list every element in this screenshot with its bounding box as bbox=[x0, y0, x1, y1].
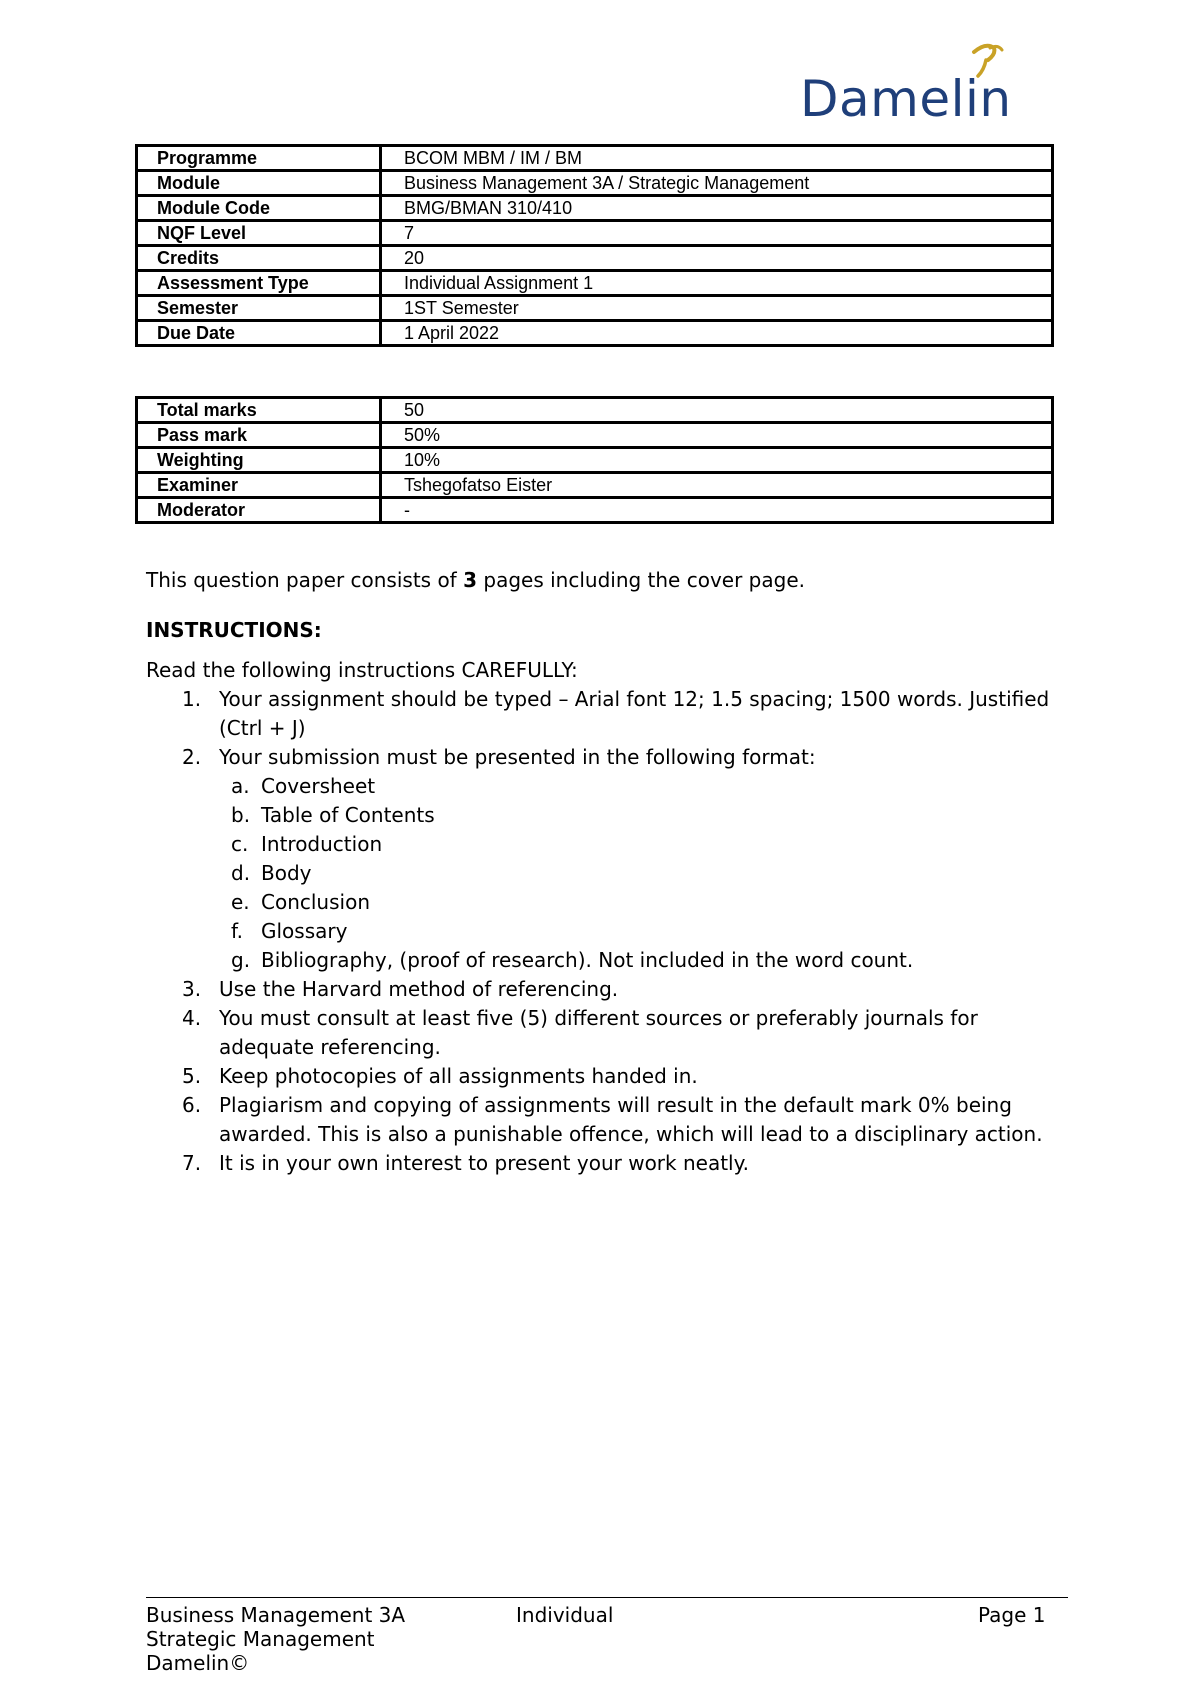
item-text: Body bbox=[261, 861, 312, 885]
row-key: Module Code bbox=[137, 196, 381, 221]
table-row bbox=[137, 423, 1053, 448]
row-key: Module bbox=[137, 171, 381, 196]
item-letter: d. bbox=[231, 861, 251, 885]
item-letter: e. bbox=[231, 890, 250, 914]
row-key: Examiner bbox=[137, 473, 381, 498]
footer-assessment: Individual bbox=[516, 1603, 614, 1627]
row-key: Pass mark bbox=[137, 423, 381, 448]
item-text: Use the Harvard method of referencing. bbox=[219, 977, 619, 1001]
logo-text: Damelin bbox=[800, 70, 1012, 128]
item-letter: g. bbox=[231, 948, 251, 972]
table-row bbox=[137, 271, 1053, 296]
item-number: 7. bbox=[182, 1151, 202, 1175]
row-key: Assessment Type bbox=[137, 271, 381, 296]
item-number: 1. bbox=[182, 687, 202, 711]
item-letter: f. bbox=[231, 919, 243, 943]
table-row bbox=[137, 321, 1053, 346]
item-text: Plagiarism and copying of assignments will result in the default mark 0% being awarded. This is also a punishable offence, which will lead to a disciplinary action. bbox=[219, 1093, 1043, 1146]
item-number: 6. bbox=[182, 1093, 202, 1117]
row-value: Tshegofatso Eister bbox=[381, 473, 1053, 498]
item-text: It is in your own interest to present your work neatly. bbox=[219, 1151, 749, 1175]
table-row bbox=[137, 473, 1053, 498]
item-number: 3. bbox=[182, 977, 202, 1001]
row-value: Individual Assignment 1 bbox=[381, 271, 1053, 296]
page-count-text-before: This question paper consists of bbox=[146, 568, 464, 592]
item-text: Keep photocopies of all assignments handed in. bbox=[219, 1064, 698, 1088]
table-row bbox=[137, 171, 1053, 196]
item-text: Table of Contents bbox=[261, 803, 435, 827]
row-key: Weighting bbox=[137, 448, 381, 473]
item-text: Introduction bbox=[261, 832, 383, 856]
row-key: Total marks bbox=[137, 398, 381, 423]
item-letter: b. bbox=[231, 803, 251, 827]
row-value: 50% bbox=[381, 423, 1053, 448]
list-item bbox=[146, 685, 1076, 743]
item-text: Bibliography, (proof of research). Not included in the word count. bbox=[261, 948, 914, 972]
item-letter: a. bbox=[231, 774, 250, 798]
item-text: You must consult at least five (5) different sources or preferably journals for adequate referencing. bbox=[219, 1006, 978, 1059]
footer-page-number: Page 1 bbox=[978, 1603, 1046, 1627]
table-row bbox=[137, 196, 1053, 221]
format-item bbox=[219, 772, 1076, 801]
format-item bbox=[219, 801, 1076, 830]
item-text: Coversheet bbox=[261, 774, 376, 798]
page-count-number: 3 bbox=[463, 568, 478, 592]
item-text: Your submission must be presented in the following format: bbox=[219, 745, 816, 769]
footer-left bbox=[146, 1603, 405, 1675]
row-value: 7 bbox=[381, 221, 1053, 246]
row-value: Business Management 3A / Strategic Management bbox=[381, 171, 1053, 196]
item-letter: c. bbox=[231, 832, 249, 856]
table-row bbox=[137, 398, 1053, 423]
format-item bbox=[219, 888, 1076, 917]
item-text: Glossary bbox=[261, 919, 348, 943]
item-text: Conclusion bbox=[261, 890, 370, 914]
page-count-statement bbox=[146, 566, 1076, 595]
table-row bbox=[137, 221, 1053, 246]
row-key: Moderator bbox=[137, 498, 381, 523]
table-row bbox=[137, 296, 1053, 321]
footer-subject: Strategic Management bbox=[146, 1627, 375, 1651]
row-value: - bbox=[381, 498, 1053, 523]
table-row bbox=[137, 448, 1053, 473]
format-item bbox=[219, 859, 1076, 888]
marks-table bbox=[135, 396, 1054, 524]
row-value: 1ST Semester bbox=[381, 296, 1053, 321]
list-item bbox=[146, 1149, 1076, 1178]
item-number: 5. bbox=[182, 1064, 202, 1088]
format-list bbox=[219, 772, 1076, 975]
footer-copyright: Damelin© bbox=[146, 1651, 250, 1675]
format-item bbox=[219, 917, 1076, 946]
list-item bbox=[146, 743, 1076, 975]
row-value: 20 bbox=[381, 246, 1053, 271]
row-key: Due Date bbox=[137, 321, 381, 346]
list-item bbox=[146, 1062, 1076, 1091]
row-value: BCOM MBM / IM / BM bbox=[381, 146, 1053, 171]
row-key: Semester bbox=[137, 296, 381, 321]
list-item bbox=[146, 1091, 1076, 1149]
row-value: 50 bbox=[381, 398, 1053, 423]
item-number: 4. bbox=[182, 1006, 202, 1030]
damelin-logo bbox=[800, 40, 1040, 130]
row-value: BMG/BMAN 310/410 bbox=[381, 196, 1053, 221]
row-value: 10% bbox=[381, 448, 1053, 473]
footer-module: Business Management 3A bbox=[146, 1603, 406, 1627]
format-item bbox=[219, 830, 1076, 859]
table-row bbox=[137, 246, 1053, 271]
item-number: 2. bbox=[182, 745, 202, 769]
module-info-table bbox=[135, 144, 1054, 347]
row-key: Programme bbox=[137, 146, 381, 171]
list-item bbox=[146, 975, 1076, 1004]
format-item bbox=[219, 946, 1076, 975]
table-row bbox=[137, 498, 1053, 523]
footer-divider bbox=[146, 1597, 1068, 1598]
item-text: Your assignment should be typed – Arial font 12; 1.5 spacing; 1500 words. Justified (Ctrl + J) bbox=[219, 687, 1050, 740]
table-row bbox=[137, 146, 1053, 171]
row-key: Credits bbox=[137, 246, 381, 271]
row-value: 1 April 2022 bbox=[381, 321, 1053, 346]
instructions-heading: INSTRUCTIONS: bbox=[146, 618, 322, 642]
row-key: NQF Level bbox=[137, 221, 381, 246]
page-count-text-after: pages including the cover page. bbox=[477, 568, 805, 592]
instructions-intro: Read the following instructions CAREFULLY: bbox=[146, 658, 578, 682]
list-item bbox=[146, 1004, 1076, 1062]
instructions-list bbox=[146, 685, 1076, 1178]
